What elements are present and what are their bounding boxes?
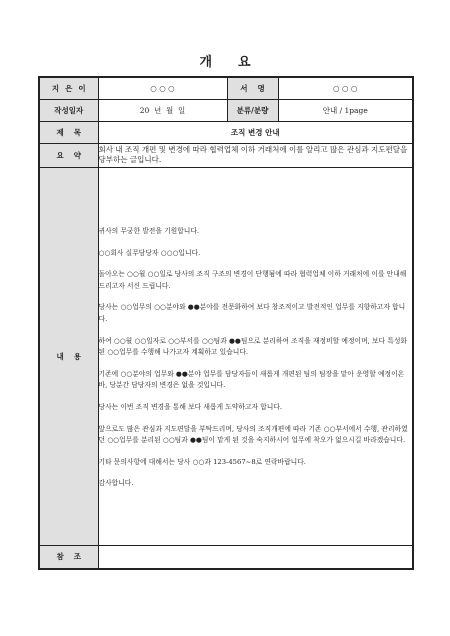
- author-label: 지은이: [39, 77, 98, 99]
- content-paragraph: 돌아오는 ○○월 ○○일로 당사의 조직 구조의 변경이 단행됨에 따라 협력업체 이하 거래처에 이를 안내해 드리고자 서신 드립니다.: [98, 270, 407, 290]
- content-paragraph: 기타 문의사항에 대해서는 당사 ○○과 123-4567~8로 연락바랍니다.: [98, 457, 306, 466]
- content-paragraph: 앞으로도 많은 관심과 지도편달을 부탁드리며, 당사의 조직개편에 따라 기존 ○○부서에서 수행, 관리하였던 ○○업무를 분리된 ○○팀과 ●●팀이 맡게 된 것을 숙지하시어 업무에 착오가 없으시길 바라겠습니다.: [98, 424, 408, 444]
- summary-label: 요약: [39, 143, 98, 167]
- author-row: [39, 77, 413, 99]
- author-value: ○ ○ ○: [98, 77, 227, 99]
- content-body: [98, 167, 413, 545]
- content-row: [39, 167, 413, 545]
- reference-label: 참조: [39, 545, 98, 569]
- subject-label: 제목: [39, 121, 98, 143]
- content-paragraph: 당사는 ○○업무의 ○○분야와 ●●분야를 전문화하여 보다 창조적이고 발전적인 업무를 지향하고자 합니다.: [98, 303, 406, 323]
- signature-value: ○ ○ ○: [278, 77, 413, 99]
- subject-value: 조직 변경 안내: [98, 121, 413, 143]
- content-paragraph: 당사는 이번 조직 변경을 통해 보다 새롭게 도약하고자 합니다.: [98, 402, 283, 411]
- category-value: 안내 / 1page: [278, 99, 413, 121]
- content-paragraph: 기존에 ○○분야의 업무와 ●●분야 업무를 담당자들이 새롭게 개편된 팀의 팀장을 맡아 운영할 예정이온 바, 당분간 담당자의 변경은 없을 것입니다.: [98, 369, 405, 389]
- content-paragraph: 하여 ○○월 ○○일자로 ○○부서를 ○○팀과 ●●팀으로 분리하여 조직을 재정비할 예정이며, 보다 특성화된 ○○업무를 수행해 나가고자 계획하고 있습니다.: [98, 336, 407, 356]
- summary-row: [39, 143, 413, 167]
- summary-text: 회사 내 조직 개편 및 변경에 따라 협력업체 이하 거래처에 이를 알리고 많은 관심과 지도편달을 당부하는 글입니다.: [98, 143, 413, 167]
- document-title: 개요: [199, 55, 277, 70]
- content-paragraph: 귀사의 무궁한 발전을 기원합니다.: [98, 226, 200, 235]
- date-row: [39, 99, 413, 121]
- subject-row: [39, 121, 413, 143]
- signature-label: 서명: [227, 77, 278, 99]
- overview-form: [38, 76, 414, 570]
- date-label: 작성일자: [39, 99, 98, 121]
- reference-row: [39, 545, 413, 569]
- content-paragraph: 감사합니다.: [98, 479, 134, 488]
- date-value: 20 년 월 일: [98, 99, 227, 121]
- content-label: 내용: [39, 167, 98, 545]
- content-paragraph: ○○회사 실무담당자 ○○○입니다.: [98, 248, 201, 257]
- reference-value: [98, 545, 413, 569]
- category-label: 분류/분량: [227, 99, 278, 121]
